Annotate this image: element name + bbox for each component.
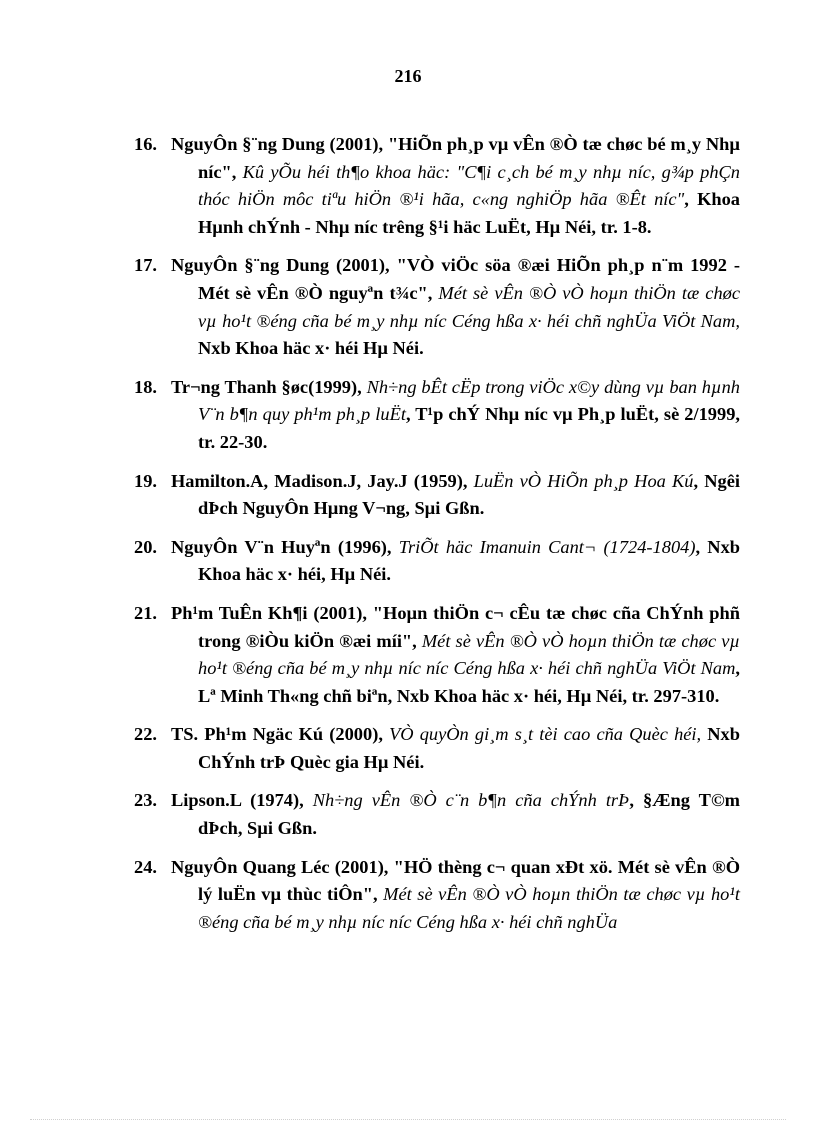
reference-text-segment: Ph¹m TuÊn Kh¶i (2001), "Hoµn thiÖn c¬ cÊu tæ chøc cña ChÝnh phñ trong ®iÒu kiÖn ®æi míi", — [171, 602, 740, 651]
reference-number: 16. — [134, 134, 157, 154]
reference-text-segment: , T¹p chÝ Nhµ níc vµ Ph¸p luËt, sè 2/1999, tr. 22-30. — [198, 404, 740, 452]
reference-text — [171, 537, 740, 585]
reference-text-segment: , Khoa Hµnh chÝnh - Nhµ níc trêng §¹i häc LuËt, Hµ Néi, tr. 1-8. — [198, 189, 740, 237]
reference-title-italic: Mét sè vÊn ®Ò vÒ hoµn thiÖn tæ chøc vµ ho¹t ®éng cña bé m¸y nhµ níc níc Céng hßa x· héi chñ nghÜa — [198, 884, 740, 932]
reference-item — [134, 721, 740, 776]
reference-item — [134, 252, 740, 362]
reference-text-segment: Hamilton.A, Madison.J, Jay.J (1959), — [171, 470, 474, 491]
reference-text-segment: , Ngêi dÞch NguyÔn Hµng V¬ng, Sµi Gßn. — [198, 470, 741, 519]
reference-title-italic: Mét sè vÊn ®Ò vÒ hoµn thiÖn tæ chøc vµ ho¹t ®éng cña bé m¸y nhµ níc Céng hßa x· héi chñ nghÜa ViÖt Nam, — [198, 282, 740, 331]
reference-number: 23. — [134, 790, 157, 811]
reference-number: 20. — [134, 536, 157, 557]
page-bottom-divider — [30, 1119, 786, 1120]
reference-number: 21. — [134, 602, 157, 623]
reference-text-segment: NguyÔn §¨ng Dung (2001), "HiÕn ph¸p vµ vÊn ®Ò tæ chøc bé m¸y Nhµ níc", — [171, 134, 740, 182]
reference-text — [171, 134, 740, 237]
reference-item — [134, 131, 740, 241]
reference-text-segment: NguyÔn Quang Léc (2001), "HÖ thèng c¬ quan xÐt xö. Mét sè vÊn ®Ò lý luËn vµ thùc tiÔn", — [171, 856, 740, 905]
reference-item — [134, 374, 740, 457]
reference-title-italic: Kû yÕu héi th¶o khoa häc: "C¶i c¸ch bé m¸y nhµ níc, g¾p phÇn thóc hiÖn môc tiªu hiÖn ®¹i hãa, c«ng nghiÖp hãa ®Êt níc" — [198, 161, 740, 210]
reference-text-segment: , §Æng T©m dÞch, Sµi Gßn. — [198, 790, 741, 839]
reference-text-segment: , Nxb Khoa häc x· héi, Hµ Néi. — [198, 536, 740, 585]
reference-item — [134, 787, 740, 842]
reference-text-segment: , Lª Minh Th«ng chñ biªn, Nxb Khoa häc x· héi, Hµ Néi, tr. 297-310. — [198, 658, 740, 706]
reference-text — [171, 857, 740, 932]
reference-text-segment: Tr¬ng Thanh §øc(1999), — [171, 376, 367, 397]
reference-text-segment: NguyÔn V¨n Huyªn (1996), — [171, 536, 399, 557]
reference-title-italic: Mét sè vÊn ®Ò vÒ hoµn thiÖn tæ chøc vµ ho¹t ®éng cña bé m¸y nhµ níc níc Céng hßa x· héi chñ nghÜa ViÖt Nam — [198, 630, 740, 679]
reference-list — [134, 131, 740, 947]
reference-text-segment: Nxb Khoa häc x· héi Hµ Néi. — [198, 338, 424, 359]
reference-number: 18. — [134, 376, 157, 397]
reference-item — [134, 534, 740, 589]
page-number: 216 — [394, 66, 422, 86]
reference-text-segment: Lipson.L (1974), — [171, 790, 313, 811]
reference-text — [171, 603, 740, 706]
reference-text — [171, 255, 740, 358]
reference-title-italic: Nh÷ng vÊn ®Ò c¨n b¶n cña chÝnh trÞ — [312, 790, 630, 811]
reference-text — [171, 790, 740, 838]
reference-text — [171, 377, 740, 452]
reference-number: 22. — [134, 724, 157, 745]
reference-number: 17. — [134, 255, 157, 276]
reference-number: 19. — [134, 470, 157, 491]
reference-text — [171, 471, 740, 519]
reference-item — [134, 600, 740, 710]
reference-text-segment: TS. Ph¹m Ngäc Kú (2000), — [171, 724, 390, 745]
reference-item — [134, 854, 740, 937]
reference-text-segment: NguyÔn §¨ng Dung (2001), "VÒ viÖc söa ®æi HiÕn ph¸p n¨m 1992 - Mét sè vÊn ®Ò nguyªn t¾c", — [171, 255, 740, 303]
reference-title-italic: Nh÷ng bÊt cËp trong viÖc x©y dùng vµ ban hµnh V¨n b¶n quy ph¹m ph¸p luËt — [198, 376, 740, 425]
reference-text-segment: Nxb ChÝnh trÞ Quèc gia Hµ Néi. — [198, 724, 740, 772]
reference-text — [171, 724, 740, 772]
reference-title-italic: LuËn vÒ HiÕn ph¸p Hoa Kú — [473, 470, 694, 491]
reference-item — [134, 468, 740, 523]
reference-number: 24. — [134, 856, 157, 877]
reference-title-italic: TriÕt häc Imanuin Cant¬ (1724-1804) — [398, 536, 696, 557]
reference-title-italic: VÒ quyÒn gi¸m s¸t tèi cao cña Quèc héi, — [389, 724, 702, 745]
